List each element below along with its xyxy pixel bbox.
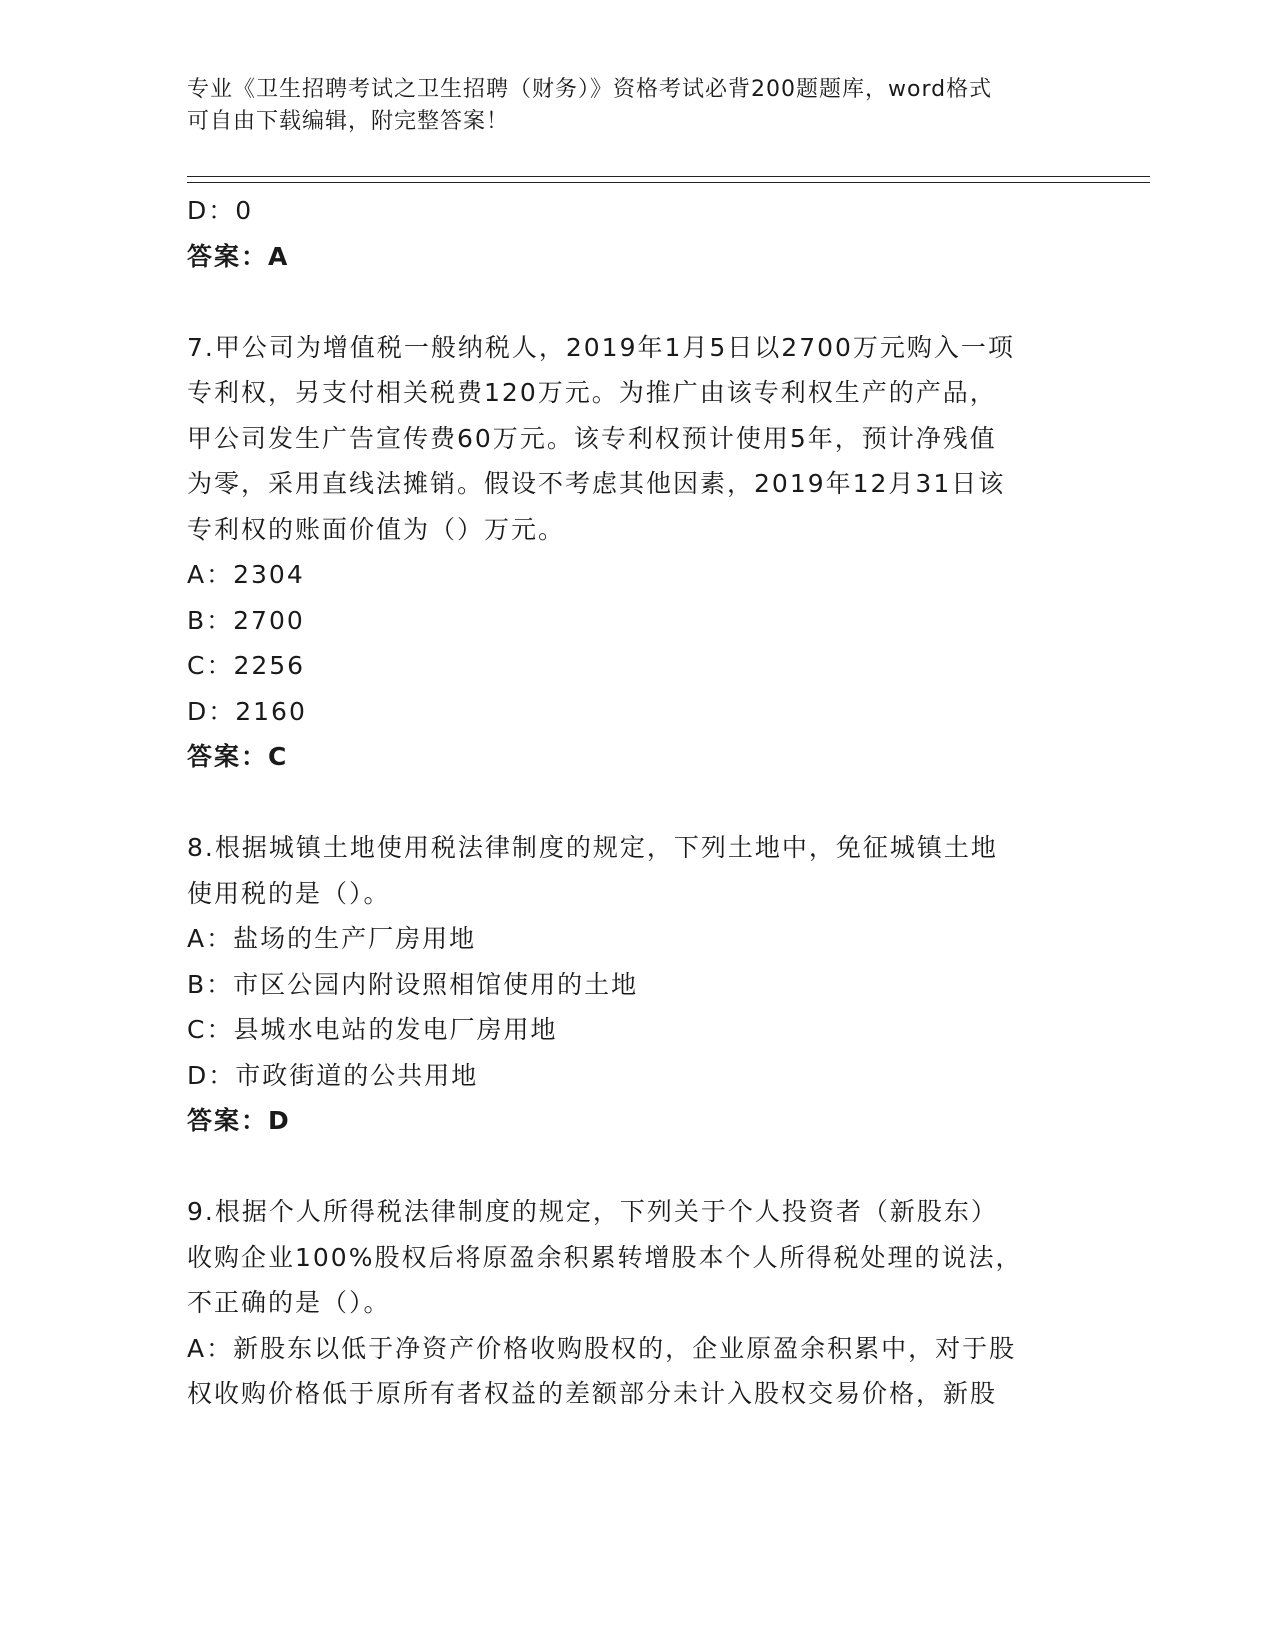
option-d: D：0 [187, 196, 254, 225]
question-8-option-c: C：县城水电站的发电厂房用地 [187, 1015, 558, 1044]
question-8 [187, 825, 1087, 1144]
question-7-text-line-5: 专利权的账面价值为（）万元。 [187, 514, 566, 544]
question-9-text-line-2: 收购企业100%股权后将原盈余积累转增股本个人所得税处理的说法， [187, 1242, 1023, 1272]
question-8-text-line-2: 使用税的是（）。 [187, 878, 391, 908]
header-title-line-2: 可自由下载编辑，附完整答案！ [187, 109, 510, 134]
spacer [187, 780, 1087, 826]
header-divider-bottom [187, 182, 1150, 183]
question-7-text-line-2: 专利权，另支付相关税费120万元。为推广由该专利权生产的产品， [187, 378, 997, 407]
question-9-option-a-line-1: A：新股东以低于净资产价格收购股权的，企业原盈余积累中，对于股 [187, 1333, 1017, 1363]
header-title-line-1: 专业《卫生招聘考试之卫生招聘（财务）》资格考试必背200题题库，word格式 [187, 77, 993, 102]
spacer [187, 1144, 1087, 1190]
question-7 [187, 325, 1087, 780]
question-9 [187, 1189, 1087, 1417]
question-7-text-line-1: 7.甲公司为增值税一般纳税人，2019年1月5日以2700万元购入一项 [187, 332, 1015, 362]
question-8-option-b: B：市区公园内附设照相馆使用的土地 [187, 969, 639, 999]
question-8-text-line-1: 8.根据城镇土地使用税法律制度的规定，下列土地中，免征城镇土地 [187, 833, 998, 862]
question-7-text-line-4: 为零，采用直线法摊销。假设不考虑其他因素，2019年12月31日该 [187, 469, 1006, 498]
page-header [187, 74, 1067, 138]
previous-question-tail [187, 188, 1087, 279]
question-8-answer: 答案：D [187, 1106, 291, 1135]
question-7-option-b: B：2700 [187, 605, 305, 635]
question-9-option-a-line-2: 权收购价格低于原所有者权益的差额部分未计入股权交易价格，新股 [187, 1379, 998, 1408]
question-9-text-line-3: 不正确的是（）。 [187, 1288, 391, 1317]
question-7-option-c: C：2256 [187, 651, 306, 680]
header-divider-top [187, 176, 1150, 177]
answer-line: 答案：A [187, 241, 290, 271]
question-7-answer: 答案：C [187, 742, 289, 771]
question-9-text-line-1: 9.根据个人所得税法律制度的规定，下列关于个人投资者（新股东） [187, 1197, 998, 1226]
question-8-option-d: D：市政街道的公共用地 [187, 1060, 479, 1090]
question-7-text-line-3: 甲公司发生广告宣传费60万元。该专利权预计使用5年，预计净残值 [187, 423, 997, 453]
question-7-option-d: D：2160 [187, 696, 307, 726]
spacer [187, 279, 1087, 325]
question-content [187, 188, 1087, 1417]
question-7-option-a: A：2304 [187, 560, 305, 589]
question-8-option-a: A：盐场的生产厂房用地 [187, 924, 477, 953]
